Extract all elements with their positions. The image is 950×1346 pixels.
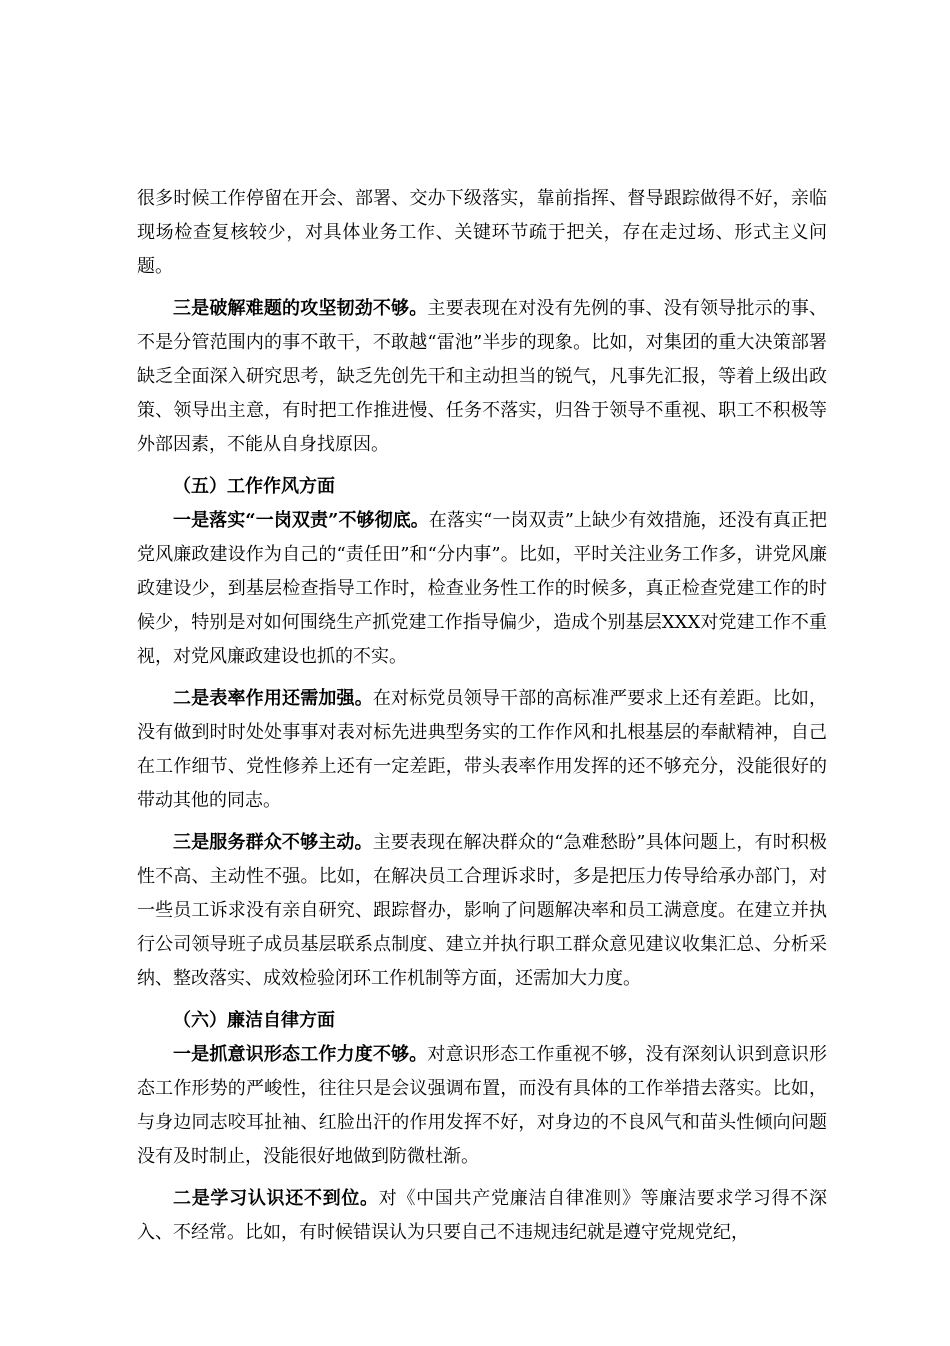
paragraph-lead: 三是服务群众不够主动。	[173, 832, 373, 853]
paragraph-continued: 很多时候工作停留在开会、部署、交办下级落实，靠前指挥、督导跟踪做得不好，亲临现场检查复核较少，对具体业务工作、关键环节疏于把关，存在走过场、形式主义问题。	[137, 188, 827, 277]
section-heading-5: （五）工作作风方面	[173, 476, 335, 497]
paragraph-work-style-1	[137, 504, 827, 674]
paragraph-body: 主要表现在解决群众的“急难愁盼”具体问题上，有时积极性不高、主动性不强。比如，在解决员工合理诉求时，多是把压力传导给承办部门，对一些员工诉求没有亲自研究、跟踪督办，影响了问题解决率和员工满意度。在建立并执行公司领导班子成员基层联系点制度、建立并执行职工群众意见建议收集汇总、分析采纳、整改落实、成效检验闭环工作机制等方面，还需加大力度。	[137, 832, 828, 989]
paragraph-lead: 二是学习认识还不到位。	[173, 1188, 379, 1209]
paragraph-problem-3	[137, 292, 827, 462]
paragraph-lead: 三是破解难题的攻坚韧劲不够。	[173, 298, 428, 319]
paragraph-work-style-3	[137, 826, 827, 996]
paragraph-lead: 一是抓意识形态工作力度不够。	[173, 1044, 428, 1065]
section-heading-6: （六）廉洁自律方面	[173, 1010, 335, 1031]
paragraph-body: 主要表现在对没有先例的事、没有领导批示的事、不是分管范围内的事不敢干，不敢越“雷池”半步的现象。比如，对集团的重大决策部署缺乏全面深入研究思考，缺乏先创先干和主动担当的锐气，凡事先汇报，等着上级出政策、领导出主意，有时把工作推进慢、任务不落实，归咎于领导不重视、职工不积极等外部因素，不能从自身找原因。	[137, 298, 828, 455]
document-page	[137, 182, 827, 1250]
paragraph-integrity-2	[137, 1182, 827, 1250]
paragraph-lead: 一是落实“一岗双责”不够彻底。	[173, 510, 429, 531]
paragraph-work-style-2	[137, 682, 827, 818]
paragraph-lead: 二是表率作用还需加强。	[173, 688, 373, 709]
paragraph-body: 对《中国共产党廉洁自律准则》等廉洁要求学习得不深入、不经常。比如，有时候错误认为只要自己不违规违纪就是遵守党规党纪，	[137, 1188, 827, 1243]
paragraph-body: 在落实“一岗双责”上缺少有效措施，还没有真正把党风廉政建设作为自己的“责任田”和“分内事”。比如，平时关注业务工作多，讲党风廉政建设少，到基层检查指导工作时，检查业务性工作的时候多，真正检查党建工作的时候少，特别是对如何围绕生产抓党建工作指导偏少，造成个别基层XXX对党建工作不重视，对党风廉政建设也抓的不实。	[137, 510, 827, 667]
paragraph-integrity-1	[137, 1038, 827, 1174]
paragraph-body: 对意识形态工作重视不够，没有深刻认识到意识形态工作形势的严峻性，往往只是会议强调布置，而没有具体的工作举措去落实。比如，与身边同志咬耳扯袖、红脸出汗的作用发挥不好，对身边的不良风气和苗头性倾向问题没有及时制止，没能很好地做到防微杜渐。	[137, 1044, 828, 1167]
paragraph-body: 在对标党员领导干部的高标准严要求上还有差距。比如，没有做到时时处处事事对表对标先进典型务实的工作作风和扎根基层的奉献精神，自己在工作细节、党性修养上还有一定差距，带头表率作用发挥的还不够充分，没能很好的带动其他的同志。	[137, 688, 828, 811]
